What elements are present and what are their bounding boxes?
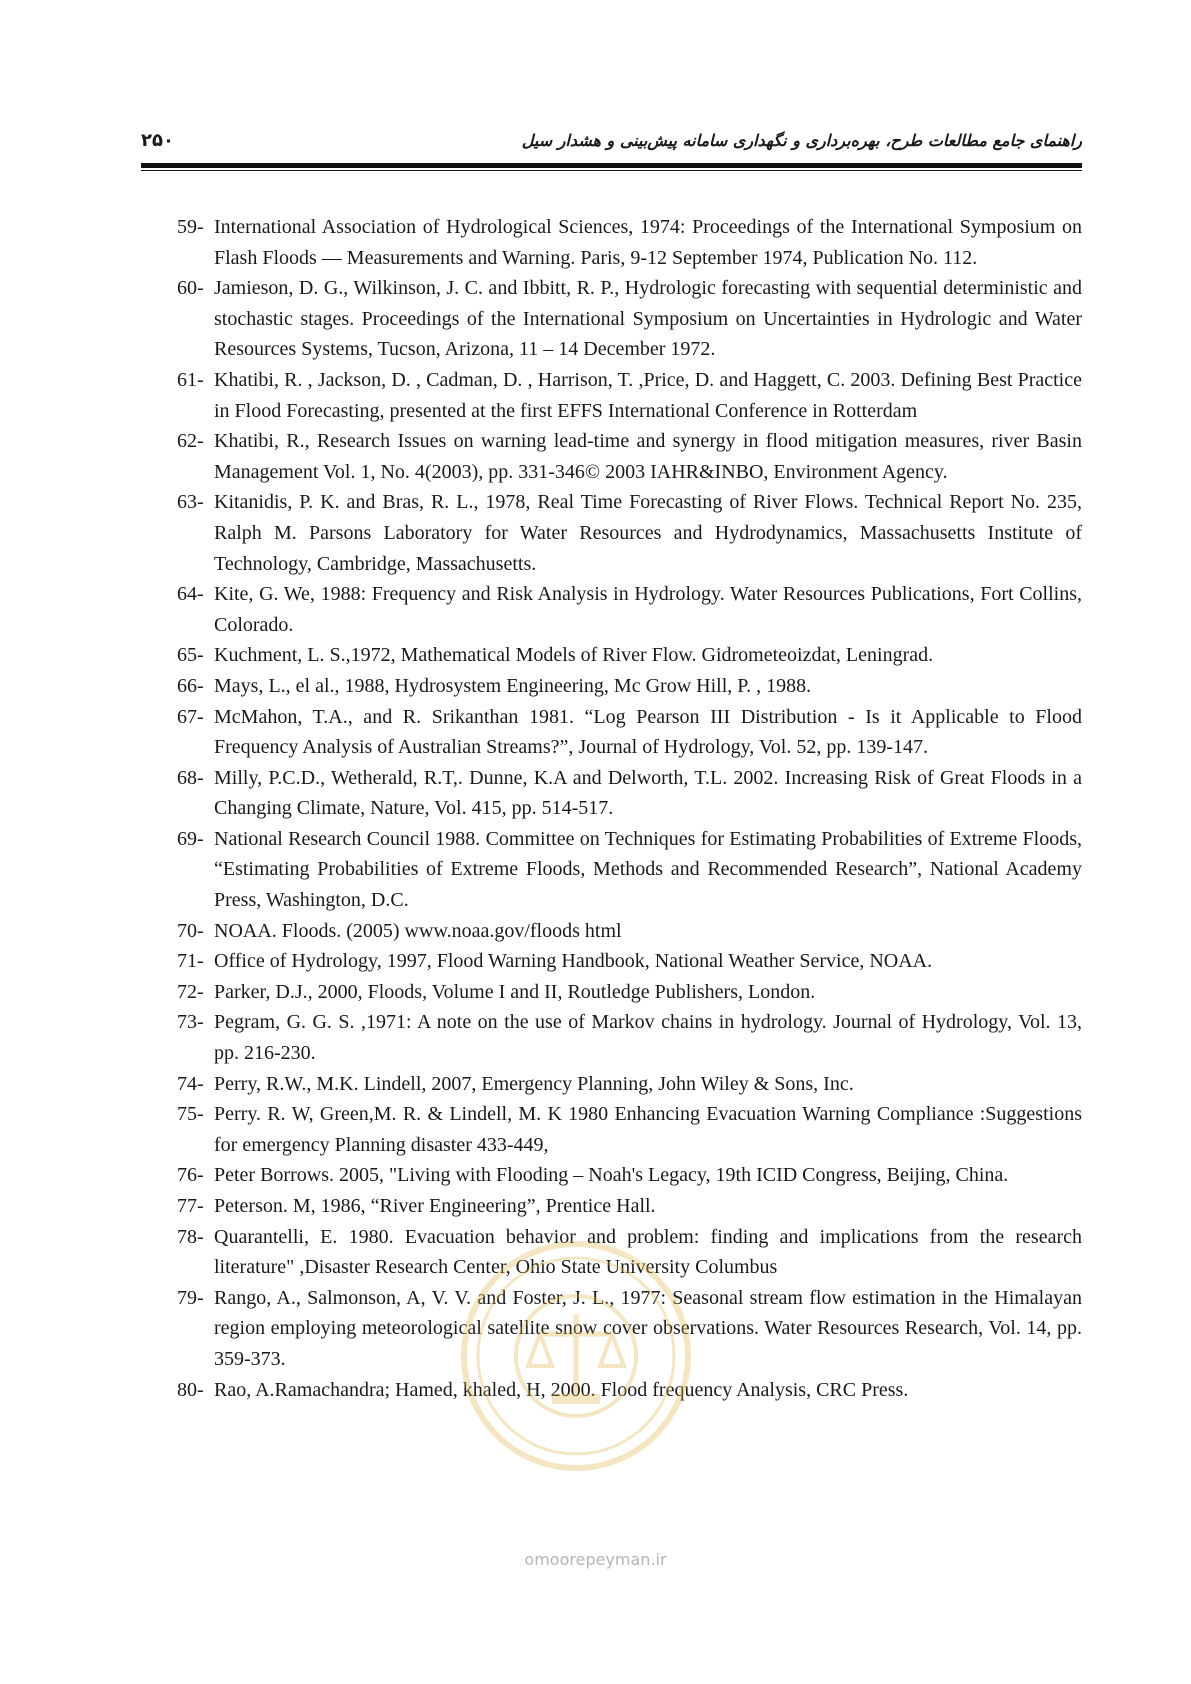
- reference-item: [177, 212, 1082, 273]
- reference-number: 60-: [177, 277, 204, 300]
- reference-item: [177, 916, 1082, 947]
- reference-item: [177, 1160, 1082, 1191]
- reference-number: 61-: [177, 368, 204, 391]
- reference-item: [177, 1007, 1082, 1068]
- page-header: [141, 128, 1082, 156]
- reference-number: 79-: [177, 1286, 204, 1309]
- reference-number: 65-: [177, 644, 204, 667]
- watermark-url: omoorepeyman.ir: [524, 1550, 667, 1569]
- reference-number: 78-: [177, 1225, 204, 1248]
- header-title: راهنمای جامع مطالعات طرح، بهره‌برداری و نگهداری سامانه پیش‌بینی و هشدار سیل: [521, 131, 1082, 150]
- reference-text: Khatibi, R. , Jackson, D. , Cadman, D. , Harrison, T. ,Price, D. and Haggett, C. 2003. Defining Best Practice in Flood Forecasting, presented at the first EFFS International Conference in Rotterdam: [214, 368, 1082, 422]
- reference-text: Peter Borrows. 2005, "Living with Flooding – Noah's Legacy, 19th ICID Congress, Beijing, China.: [214, 1164, 1009, 1187]
- reference-text: McMahon, T.A., and R. Srikanthan 1981. “Log Pearson III Distribution - Is it Applicable to Flood Frequency Analysis of Australian Streams?”, Journal of Hydrology, Vol. 52, pp. 139-147.: [214, 705, 1082, 759]
- reference-item: [177, 365, 1082, 426]
- reference-list: [177, 212, 1082, 1405]
- reference-item: [177, 579, 1082, 640]
- reference-text: Peterson. M, 1986, “River Engineering”, Prentice Hall.: [214, 1195, 656, 1217]
- reference-text: NOAA. Floods. (2005) www.noaa.gov/floods html: [214, 919, 622, 942]
- reference-text: Khatibi, R., Research Issues on warning lead-time and synergy in flood mitigation measures, river Basin Management Vol. 1, No. 4(2003), pp. 331-346© 2003 IAHR&INBO, Environment Agency.: [214, 430, 1082, 483]
- reference-number: 77-: [177, 1195, 204, 1217]
- reference-text: Rango, A., Salmonson, A, V. V. and Foster, J. L., 1977: Seasonal stream flow estimation in the Himalayan region employing meteorological satellite snow cover observations. Water Resources Research, Vol. 14, pp. 359-373.: [214, 1286, 1082, 1370]
- reference-number: 63-: [177, 491, 204, 514]
- reference-item: [177, 273, 1082, 365]
- header-rule-thin: [141, 170, 1082, 171]
- reference-number: 73-: [177, 1011, 204, 1034]
- reference-item: [177, 1191, 1082, 1222]
- reference-item: [177, 702, 1082, 763]
- reference-number: 80-: [177, 1378, 204, 1401]
- reference-item: [177, 1099, 1082, 1160]
- reference-number: 71-: [177, 950, 204, 973]
- reference-number: 67-: [177, 705, 204, 728]
- header-rule-thick: [141, 163, 1082, 168]
- reference-item: [177, 1069, 1082, 1100]
- reference-text: International Association of Hydrological Sciences, 1974: Proceedings of the International Symposium on Flash Floods — Measurements and Warning. Paris, 9-12 September 1974, Publication No. 112.: [214, 216, 1082, 269]
- page-number: ۲۵۰: [141, 130, 174, 151]
- reference-item: [177, 671, 1082, 702]
- reference-number: 74-: [177, 1072, 204, 1095]
- reference-text: Mays, L., el al., 1988, Hydrosystem Engineering, Mc Grow Hill, P. , 1988.: [214, 674, 812, 697]
- reference-number: 75-: [177, 1103, 204, 1126]
- reference-item: [177, 824, 1082, 916]
- reference-text: Perry. R. W, Green,M. R. & Lindell, M. K 1980 Enhancing Evacuation Warning Compliance :Suggestions for emergency Planning disaster 433-449,: [214, 1103, 1082, 1156]
- reference-text: Pegram, G. G. S. ,1971: A note on the use of Markov chains in hydrology. Journal of Hydrology, Vol. 13, pp. 216-230.: [214, 1011, 1082, 1065]
- reference-text: Kuchment, L. S.,1972, Mathematical Models of River Flow. Gidrometeoizdat, Leningrad.: [214, 644, 934, 667]
- reference-text: Perry, R.W., M.K. Lindell, 2007, Emergency Planning, John Wiley & Sons, Inc.: [214, 1072, 854, 1095]
- reference-text: Office of Hydrology, 1997, Flood Warning Handbook, National Weather Service, NOAA.: [214, 950, 933, 973]
- reference-item: [177, 763, 1082, 824]
- reference-item: [177, 487, 1082, 579]
- reference-item: [177, 426, 1082, 487]
- watermark-seal-icon: [456, 1236, 696, 1476]
- reference-text: Milly, P.C.D., Wetherald, R.T,. Dunne, K.A and Delworth, T.L. 2002. Increasing Risk of Great Floods in a Changing Climate, Nature, Vol. 415, pp. 514-517.: [214, 766, 1082, 820]
- reference-item: [177, 946, 1082, 977]
- reference-text: National Research Council 1988. Committee on Techniques for Estimating Probabilities of Extreme Floods, “Estimating Probabilities of Extreme Floods, Methods and Recommended Research”, National Academy Press, Washington, D.C.: [214, 827, 1082, 912]
- reference-text: Kitanidis, P. K. and Bras, R. L., 1978, Real Time Forecasting of River Flows. Technical Report No. 235, Ralph M. Parsons Laboratory for Water Resources and Hydrodynamics, Massachusetts Institute of Technology, Cambridge, Massachusetts.: [214, 491, 1082, 575]
- reference-number: 69-: [177, 827, 204, 850]
- reference-text: Jamieson, D. G., Wilkinson, J. C. and Ibbitt, R. P., Hydrologic forecasting with sequential deterministic and stochastic stages. Proceedings of the International Symposium on Uncertainties in Hydrologic and Water Resources Systems, Tucson, Arizona, 11 – 14 December 1972.: [214, 277, 1082, 361]
- reference-number: 70-: [177, 919, 204, 942]
- reference-number: 64-: [177, 583, 204, 606]
- reference-number: 72-: [177, 980, 204, 1003]
- reference-number: 59-: [177, 216, 204, 238]
- reference-number: 68-: [177, 766, 204, 789]
- reference-number: 62-: [177, 430, 204, 453]
- reference-text: Rao, A.Ramachandra; Hamed, khaled, H, 2000. Flood frequency Analysis, CRC Press.: [214, 1378, 909, 1401]
- reference-text: Quarantelli, E. 1980. Evacuation behavior and problem: finding and implications from the research literature" ,Disaster Research Center, Ohio State University Columbus: [214, 1225, 1082, 1279]
- reference-item: [177, 640, 1082, 671]
- reference-item: [177, 977, 1082, 1008]
- reference-number: 76-: [177, 1164, 204, 1187]
- reference-number: 66-: [177, 674, 204, 697]
- reference-text: Kite, G. We, 1988: Frequency and Risk Analysis in Hydrology. Water Resources Publications, Fort Collins, Colorado.: [214, 583, 1082, 636]
- reference-text: Parker, D.J., 2000, Floods, Volume I and II, Routledge Publishers, London.: [214, 980, 816, 1003]
